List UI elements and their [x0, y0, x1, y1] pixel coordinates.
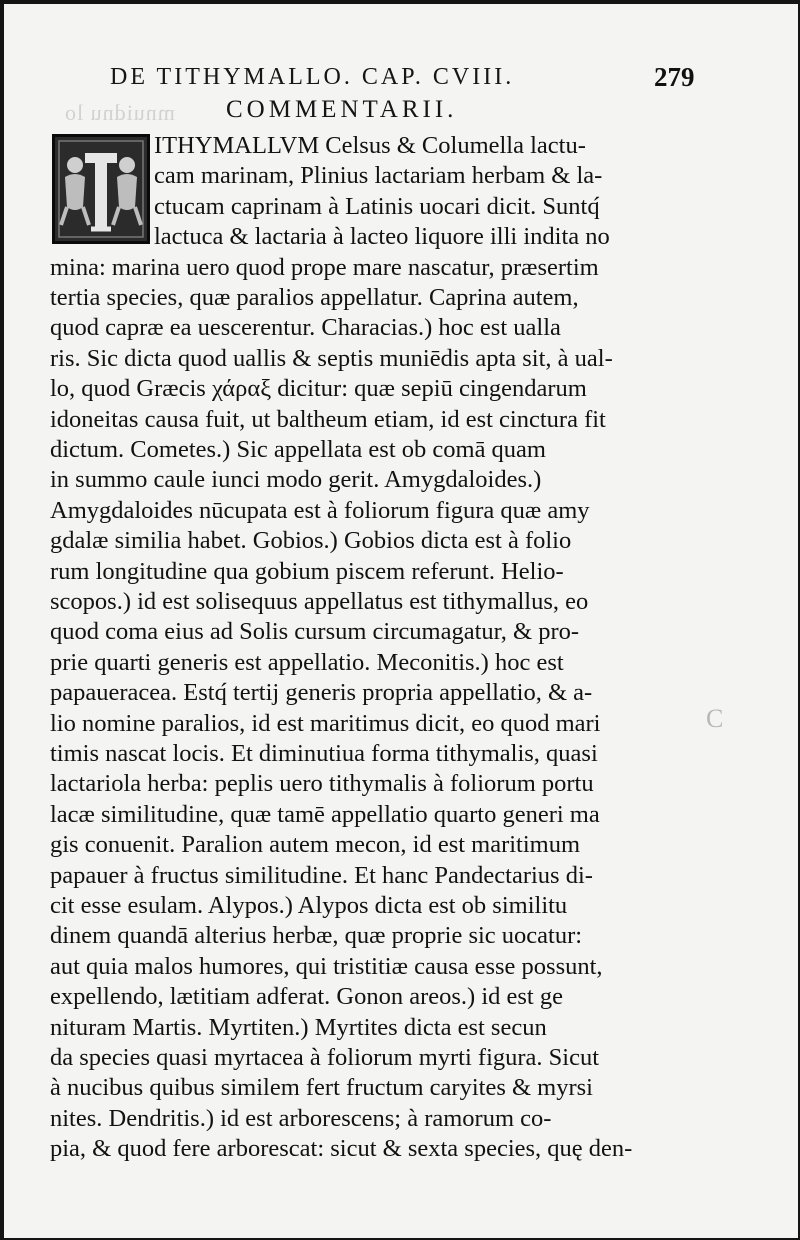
text-line: tertia species, quæ paralios appellatur. Caprina autem,: [50, 284, 579, 311]
text-line: papaueracea. Estq́ tertij generis propria appellatio, & a-: [50, 679, 593, 707]
page-number: 279: [654, 62, 695, 92]
text-line: lo, quod Græcis χάραξ dicitur: quæ sepiū cingendarum: [50, 375, 587, 403]
text-line: quod coma eius ad Solis cursum circumagatur, & pro-: [50, 618, 580, 646]
running-head: DE TITHYMALLO. CAP. CVIII.: [110, 64, 515, 90]
text-line: gdalæ similia habet. Gobios.) Gobios dicta est à folio: [50, 527, 572, 555]
text-line: ctucam caprinam à Latinis uocari dicit. Suntq́: [154, 192, 600, 220]
text-line: ris. Sic dicta quod uallis & septis muniēdis apta sit, à ual-: [50, 344, 613, 372]
text-line: lactariola herba: peplis uero tithymalis à foliorum portu: [50, 770, 594, 798]
text-line: gis conuenit. Paralion autem mecon, id est maritimum: [50, 831, 581, 859]
text-line: cam marinam, Plinius lactariam herbam & la-: [154, 162, 603, 190]
text-line: nituram Martis. Myrtiten.) Myrtites dicta est secun: [50, 1013, 547, 1041]
text-line: ITHYMALLVM Celsus & Columella lactu-: [154, 132, 586, 159]
bleed-through-text: mnuidnu lo: [64, 100, 175, 125]
text-line: cit esse esulam. Alypos.) Alypos dicta est ob similitu: [50, 892, 568, 919]
book-page: [4, 4, 798, 1238]
text-line: nites. Dendritis.) id est arborescens; à ramorum co-: [50, 1104, 552, 1132]
text-line: in summo caule iunci modo gerit. Amygdaloides.): [50, 466, 542, 494]
text-line: dictum. Cometes.) Sic appellata est ob comā quam: [50, 436, 546, 463]
text-line: papauer à fructus similitudine. Et hanc Pandectarius di-: [50, 861, 593, 889]
text-line: quod capræ ea uescerentur. Characias.) hoc est ualla: [50, 314, 561, 342]
decorated-initial-letter: [52, 134, 150, 244]
text-line: scopos.) id est solisequus appellatus est tithymallus, eo: [50, 588, 589, 615]
text-line: pia, & quod fere arborescat: sicut & sexta species, quę den-: [50, 1135, 633, 1163]
bleed-through-mark: C: [706, 704, 724, 733]
text-line: Amygdaloides nūcupata est à foliorum figura quæ amy: [50, 496, 590, 524]
text-line: dinem quandā alterius herbæ, quæ proprie sic uocatur:: [50, 922, 583, 950]
text-line: lio nomine paralios, id est maritimus dicit, eo quod mari: [50, 709, 601, 737]
text-line: à nucibus quibus similem fert fructum caryites & myrsi: [50, 1074, 593, 1102]
text-line: prie quarti generis est appellatio. Meconitis.) hoc est: [50, 648, 564, 676]
text-line: expellendo, lætitiam adferat. Gonon areos.) id est ge: [50, 983, 563, 1011]
section-title: COMMENTARII.: [226, 96, 458, 123]
woodcut-initial-icon: [55, 137, 147, 241]
text-line: timis nascat locis. Et diminutiua forma tithymalis, quasi: [50, 740, 598, 767]
text-line: da species quasi myrtacea à foliorum myrti figura. Sicut: [50, 1044, 600, 1071]
text-line: lactuca & lactaria à lacteo liquore illi indita no: [154, 223, 610, 251]
text-line: rum longitudine qua gobium piscem referunt. Helio-: [50, 557, 564, 585]
text-line: mina: marina uero quod prope mare nascatur, præsertim: [50, 253, 599, 281]
text-line: idoneitas causa fuit, ut baltheum etiam, id est cinctura fit: [50, 405, 606, 433]
text-line: aut quia malos humores, qui tristitiæ causa esse possunt,: [50, 952, 603, 980]
text-line: lacæ similitudine, quæ tamē appellatio quarto generi ma: [50, 800, 600, 828]
